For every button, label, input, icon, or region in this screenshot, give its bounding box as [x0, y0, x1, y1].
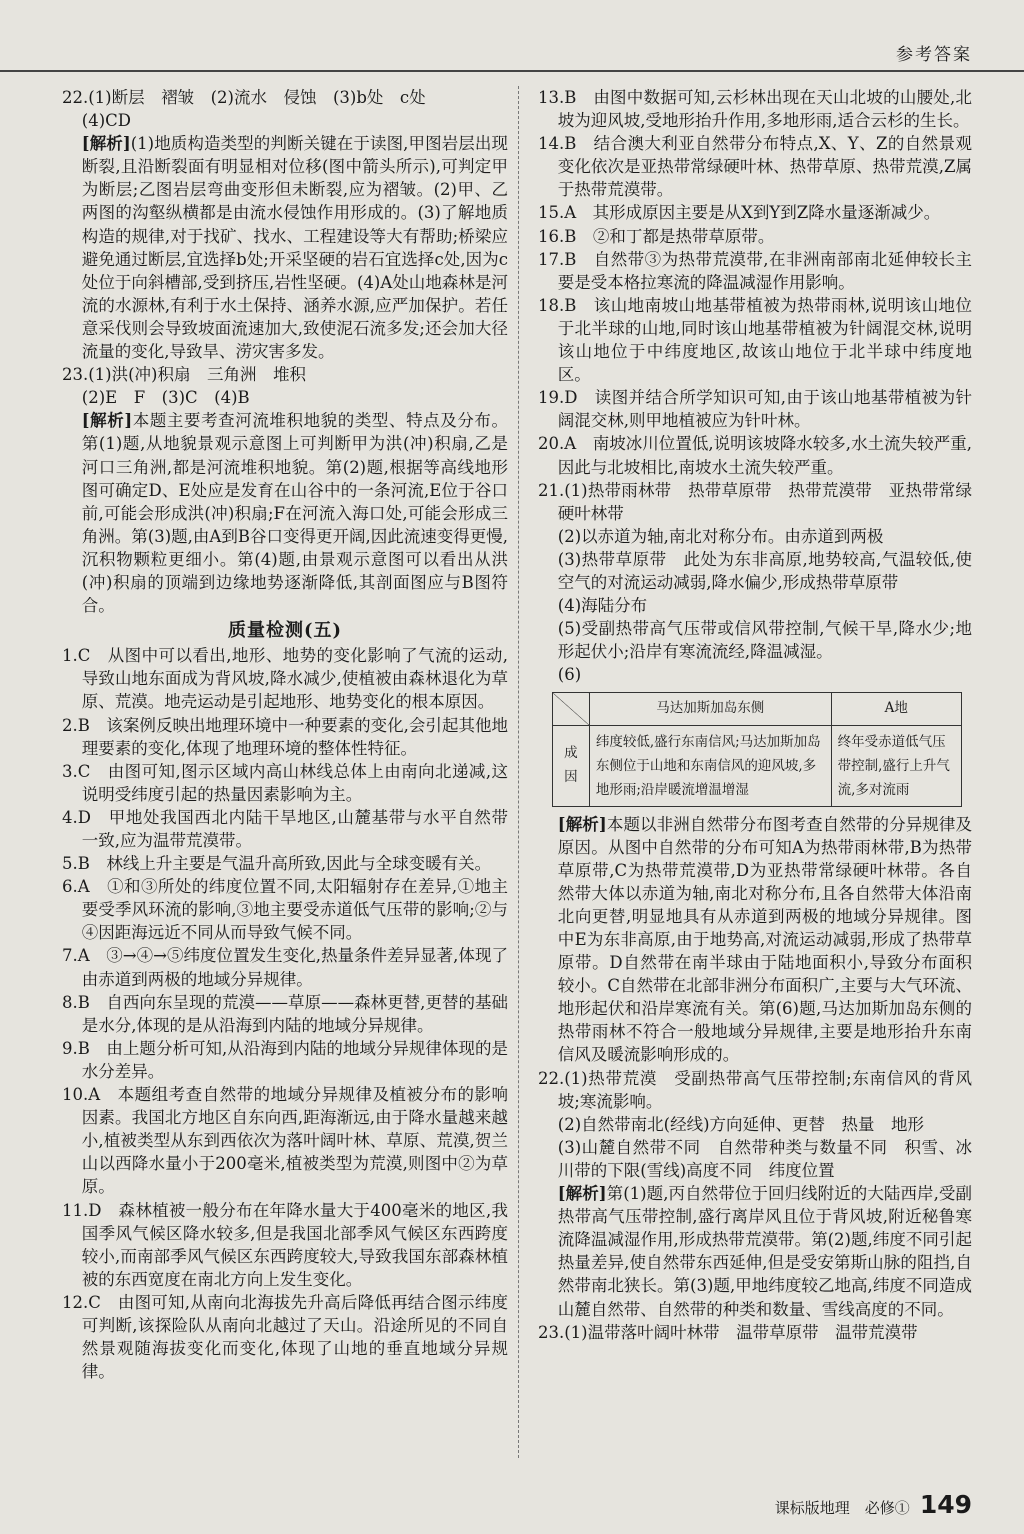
answer-line: 23.(1)温带落叶阔叶林带 温带草原带 温带荒漠带: [538, 1322, 918, 1342]
analysis: [62, 409, 508, 617]
answer-line: 22.(1)热带荒漠 受副热带高气压带控制;东南信风的背风坡;寒流影响。: [538, 1068, 972, 1111]
list-item: 13.B 由图中数据可知,云杉林出现在天山北坡的山腰处,北坡为迎风坡,受地形抬升作用,多地形雨,适合云杉的生长。: [538, 88, 972, 131]
analysis-tag: [解析]: [557, 814, 607, 834]
table-corner: [553, 693, 590, 725]
column-divider: [518, 86, 519, 1458]
answer-line: (3)山麓自然带不同 自然带种类与数量不同 积雪、冰川带的下限(雪线)高度不同 纬度位置: [557, 1137, 972, 1180]
left-column: [62, 86, 508, 1383]
list-item: 6.A ①和③所处的纬度位置不同,太阳辐射存在差异,①地主要受季风环流的影响,③地主要受赤道低气压带的影响;②与④因距海远近不同从而导致气候不同。: [62, 877, 508, 943]
page-footer: [775, 1490, 972, 1519]
list-item: 10.A 本题组考查自然带的地域分异规律及植被分布的影响因素。我国北方地区自东向西,距海渐远,由于降水量越来越小,植被类型从东到西依次为落叶阔叶林、草原、荒漠,贺兰山以西降水量小于200毫米,植被类型为荒漠,则图中②为草原。: [62, 1085, 508, 1197]
analysis: [538, 1182, 972, 1321]
list-item: 16.B ②和丁都是热带草原带。: [538, 226, 775, 246]
comparison-table: [552, 692, 962, 806]
header-title: 参考答案: [896, 45, 972, 65]
table-header: A地: [831, 693, 961, 725]
list-item: 11.D 森林植被一般分布在年降水量大于400毫米的地区,我国季风气候区降水较多,但是我国北部季风气候区东西跨度较小,而南部季风气候区东西跨度较大,导致我国东部森林植被的东西宽度在南北方向上发生变化。: [62, 1200, 508, 1289]
list-item: 7.A ③→④→⑤纬度位置发生变化,热量条件差异显著,体现了由赤道到两极的地域分异规律。: [62, 946, 508, 989]
header-rule: [0, 70, 1024, 72]
answer-line: (2)自然带南北(经线)方向延伸、更替 热量 地形: [557, 1114, 925, 1134]
list-item: 15.A 其形成原因主要是从X到Y到Z降水量逐渐减少。: [538, 203, 941, 223]
analysis-text: 本题主要考查河流堆积地貌的类型、特点及分布。第(1)题,从地貌景观示意图上可判断甲为洪(冲)积扇,乙是河口三角洲,都是河流堆积地貌。第(2)题,根据等高线地形图可确定D、E处应是发育在山谷中的一条河流,E位于谷口前,可能会形成洪(冲)积扇;F在河流入海口处,可能会形成三角洲。第(3)题,由A到B谷口变得更开阔,因此流速变得更慢,沉积物颗粒更细小。第(4)题,由景观示意图可以看出从洪(冲)积扇的顶端到边缘地势逐渐降低,其剖面图应与B图符合。: [81, 411, 509, 616]
list-item: 18.B 该山地南坡山地基带植被为热带雨林,说明该山地位于北半球的山地,同时该山地基带植被为针阔混交林,说明该山地位于中纬度地区,故该山地位于北半球中纬度地区。: [538, 295, 972, 385]
list-item: 1.C 从图中可以看出,地形、地势的变化影响了气流的运动,导致山地东面成为背风坡,降水减少,使植被由森林退化为草原、荒漠。地壳运动是引起地形、地势变化的根本原因。: [62, 646, 508, 712]
list-item: 5.B 林线上升主要是气温升高所致,因此与全球变暖有关。: [62, 854, 492, 874]
answer-line: (4)海陆分布: [557, 596, 648, 616]
answer-line: (6): [557, 665, 582, 685]
list-item: 8.B 自西向东呈现的荒漠——草原——森林更替,更替的基础是水分,体现的是从沿海到内陆的地域分异规律。: [62, 992, 508, 1035]
analysis: [62, 132, 508, 363]
analysis-tag: [解析]: [557, 1184, 607, 1204]
answer-line: 23.(1)洪(冲)积扇 三角洲 堆积: [62, 365, 306, 385]
list-item: 4.D 甲地处我国西北内陆干旱地区,山麓基带与水平自然带一致,应为温带荒漠带。: [62, 807, 508, 850]
analysis: [538, 813, 972, 1067]
answer-line: (4)CD: [81, 111, 132, 131]
table-cell: 纬度较低,盛行东南信风;马达加斯加岛东侧位于山地和东南信风的迎风坡,多地形雨;沿岸暖流增温增湿: [589, 725, 831, 806]
answer-line: 22.(1)断层 褶皱 (2)流水 侵蚀 (3)b处 c处: [62, 88, 426, 107]
analysis-tag: [解析]: [81, 411, 133, 431]
page-number: 149: [919, 1490, 972, 1519]
answer-line: (3)热带草原带 此处为东非高原,地势较高,气温较低,使空气的对流运动减弱,降水偏少,形成热带草原带: [557, 549, 972, 592]
answer-line: (2)E F (3)C (4)B: [81, 388, 250, 408]
analysis-text: 第(1)题,丙自然带位于回归线附近的大陆西岸,受副热带高气压带控制,盛行离岸风且位于背风坡,附近秘鲁寒流降温减湿作用,形成热带荒漠带。第(2)题,纬度不同引起热量差异,使自然带东西延伸,但是受安第斯山脉的阻挡,自然带南北狭长。第(3)题,甲地纬度较乙地高,纬度不同造成山麓自然带、自然带的种类和数量、雪线高度的不同。: [557, 1184, 972, 1319]
analysis-text: (1)地质构造类型的判断关键在于读图,甲图岩层出现断裂,且沿断裂面有明显相对位移(图中箭头所示),可判定甲为断层;乙图岩层弯曲变形但未断裂,应为褶皱。(2)甲、乙两图的沟壑纵横都是由流水侵蚀作用形成的。(3)了解地质构造的规律,对于找矿、找水、工程建设等大有帮助;桥梁应避免通过断层,宜选择b处;开采坚硬的岩石宜选择c处,因为c处位于向斜槽部,受到挤压,岩性坚硬。(4)A处山地森林是河流的水源林,有利于水土保持、涵养水源,应严加保护。若任意采伐则会导致坡面流速加大,致使泥石流多发;还会加大径流量的变化,导致旱、涝灾害多发。: [81, 134, 508, 362]
answer-line: (5)受副热带高气压带或信风带控制,气候干旱,降水少;地形起伏小;沿岸有寒流流经,降温减湿。: [557, 619, 972, 662]
answer-line: 21.(1)热带雨林带 热带草原带 热带荒漠带 亚热带常绿硬叶林带: [538, 480, 972, 523]
table-header: 马达加斯加岛东侧: [589, 693, 831, 725]
analysis-tag: [解析]: [81, 134, 131, 154]
list-item: 14.B 结合澳大利亚自然带分布特点,X、Y、Z的自然景观变化依次是亚热带常绿硬叶林、热带草原、热带荒漠,Z属于热带荒漠带。: [538, 134, 972, 200]
answer-line: (2)以赤道为轴,南北对称分布。由赤道到两极: [557, 526, 884, 546]
right-column: [538, 86, 972, 1344]
list-item: 17.B 自然带③为热带荒漠带,在非洲南部南北延伸较长主要是受本格拉寒流的降温减湿作用影响。: [538, 249, 972, 292]
list-item: 9.B 由上题分析可知,从沿海到内陆的地域分异规律体现的是水分差异。: [62, 1038, 508, 1081]
footer-label: 课标版地理 必修①: [774, 1499, 910, 1517]
analysis-text: 本题以非洲自然带分布图考查自然带的分异规律及原因。从图中自然带的分布可知A为热带雨林带,B为热带草原带,C为热带荒漠带,D为亚热带常绿硬叶林带。各自然带大体以赤道为轴,南北对称分布,且各自然带大体沿南北向更替,明显地具有从赤道到两极的地域分异规律。图中E为东非高原,由于地势高,对流运动减弱,形成了热带草原带。D自然带在南半球由于陆地面积小,导致分布面积较小。C自然带在北部非洲分布面积广,主要与大气环流、地形起伏和沿岸寒流有关。第(6)题,马达加斯加岛东侧的热带雨林不符合一般地域分异规律,主要是地形抬升东南信风及暖流影响形成的。: [557, 814, 973, 1065]
table-row-header: 成因: [553, 725, 590, 806]
section-title: 质量检测(五): [227, 620, 343, 642]
table-cell: 终年受赤道低气压带控制,盛行上升气流,多对流雨: [831, 725, 961, 806]
list-item: 19.D 读图并结合所学知识可知,由于该山地基带植被为针阔混交林,则甲地植被应为针叶林。: [538, 388, 972, 431]
list-item: 12.C 由图可知,从南向北海拔先升高后降低再结合图示纬度可判断,该探险队从南向北越过了天山。沿途所见的不同自然景观随海拔变化而变化,体现了山地的垂直地域分异规律。: [62, 1292, 508, 1382]
list-item: 20.A 南坡冰川位置低,说明该坡降水较多,水土流失较严重,因此与北坡相比,南坡水土流失较严重。: [538, 434, 972, 477]
list-item: 3.C 由图可知,图示区域内高山林线总体上由南向北递减,这说明受纬度引起的热量因素影响为主。: [62, 761, 508, 804]
list-item: 2.B 该案例反映出地理环境中一种要素的变化,会引起其他地理要素的变化,体现了地理环境的整体性特征。: [62, 715, 508, 758]
